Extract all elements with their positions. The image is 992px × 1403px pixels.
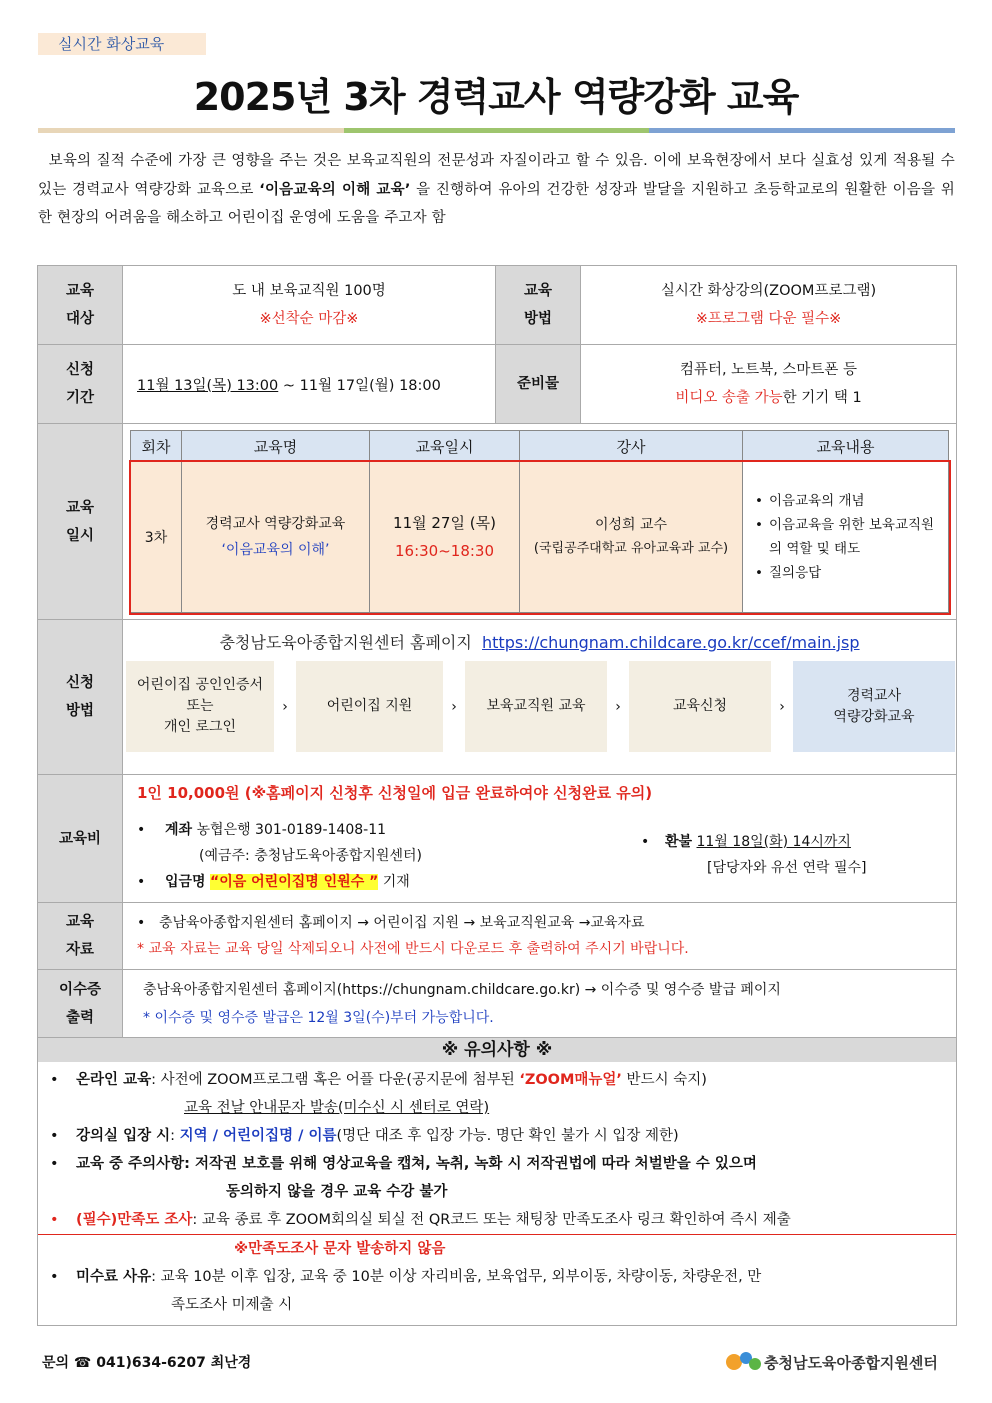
refund-label: 환불: [665, 834, 693, 850]
refund-note: [담당자와 유선 연락 필수]: [707, 860, 867, 876]
notice-survey-label: (필수)만족도 조사: [76, 1212, 193, 1228]
depositor-label: 입금명: [165, 874, 206, 890]
notice-online-line2: 교육 전날 안내문자 발송(미수신 시 센터로 연락): [184, 1100, 490, 1116]
notice-entry-rest: (명단 대조 후 입장 가능. 명단 확인 불가 시 입장 제한): [336, 1128, 679, 1144]
chevron-right-icon: ›: [451, 698, 457, 715]
content-item: • 질의응답: [769, 561, 947, 585]
account-label: 계좌: [165, 822, 193, 838]
step-daycare-support: 어린이집 지원: [296, 661, 443, 752]
notice-survey-text: : 교육 종료 후 ZOOM회의실 퇴실 전 QR코드 또는 채팅창 만족도조사 링크 확인하여 즉시 제출: [192, 1212, 791, 1228]
prep-requirement-rest: 한 기기 택 1: [782, 390, 862, 406]
intro-paragraph: [38, 147, 955, 233]
prep-devices: 컴퓨터, 노트북, 스마트폰 등: [679, 362, 858, 378]
notice-online-manual: ‘ZOOM매뉴얼’: [519, 1072, 622, 1088]
notice-fail-line2: 족도조사 미제출 시: [171, 1297, 293, 1313]
rule-segment: [649, 128, 955, 133]
apply-label: 신청 방법: [38, 620, 123, 775]
notice-list: • 온라인 교육: 사전에 ZOOM프로그램 혹은 어플 다운(공지문에 첨부된 ‘ZOOM매뉴얼’ 반드시 숙지) 교육 전날 안내문자 발송(미수신 시 센터로 연락) • 강의실 입장 시: 지역 / 어린이집명 / 이름(명단 대조 후 입장 가능. 명단 확인 불가 시 입장 제한) • 교육 중 주의사항: 저작권 보호를 위해 영상교육을 캡쳐, 녹취, 녹화 시 저작권법에 따라 처벌받을 수 있으며 동의하지 않을 경우 교육 수강 불가 • (필수)만족도 조사: 교육 종료 후 ZOOM회의실 퇴실 전 QR코드 또는 채팅창 만족도조사 링크 확인하여 즉시 제출 ※만족도조사 문자 발송하지 않음 • 미수료 사유: 교육 10분 이후 입장, 교육 중 10분 이상 자리비움, 보육업무, 외부이동, 차량이동, 차량운전, 만 족도조사 미제출 시: [38, 1062, 956, 1325]
title-rule: [38, 128, 955, 133]
notice-entry-label: 강의실 입장 시: [76, 1128, 171, 1144]
schedule-teacher-sub: (국립공주대학교 유아교육과 교수): [533, 541, 729, 556]
target-label: 교육 대상: [38, 266, 123, 345]
schedule-date: 11월 27일 (목): [393, 514, 496, 532]
contact-info: 문의 ☎ 041)634-6207 최난경: [42, 1355, 252, 1371]
notice-entry-format: 지역 / 어린이집명 / 이름: [179, 1128, 337, 1144]
fee-label: 교육비: [38, 775, 123, 903]
intro-highlight: ‘이음교육의 이해 교육’: [259, 181, 411, 198]
chevron-right-icon: ›: [282, 698, 288, 715]
notice-online-label: 온라인 교육: [76, 1072, 152, 1088]
chevron-right-icon: ›: [779, 698, 785, 715]
schedule-round: 3차: [131, 462, 182, 613]
schedule-name-sub: ‘이음교육의 이해’: [221, 542, 330, 558]
cert-path: 충남육아종합지원센터 홈페이지(https://chungnam.childcare.go.kr) → 이수증 및 영수증 발급 페이지: [143, 981, 781, 998]
target-value: 도 내 보육교직원 100명: [232, 283, 386, 299]
apply-steps: [126, 661, 955, 752]
apply-site: 충청남도육아종합지원센터 홈페이지: [219, 633, 472, 652]
info-table: 교육 대상 도 내 보육교직원 100명 ※선착순 마감※ 교육 방법 실시간 화상강의(ZOOM프로그램) ※프로그램 다운 필수※ 신청 기간 11월 13일(목) 13:00 ~ 11월 17일(월) 18:00 준비물 컴퓨터, 노트북, 스마트폰 등 비디오 송출 가능한 기기 택 1 교육 일시 회차 교육명 교육일시 강사 교육내용 3차 경력교사 역량강화교육 ‘이음교육의 이해’ 11월 27일 (목) 16:30~18:30 이성희 교수 (국립공주대학교 유아교육과 교수) • 이음교육의 개념 • 이음교육을 위한 보육교직원의 역할 및 태도 • 질의응답 신청 방법 충청남도육아종합지원센터 홈페이지 https://chungnam.childcare.go.kr/ccef/main.jsp 어린이집 공인인증서 또는 개인 로그인 › 어린이집 지원 › 보육교직원 교육 › 교육신청 › 경력교사 역량강화교육 교육비 1인 10,000원 (※홈페이지 신청후 신청일에 입금 완료하여야 신청완료 유의) • 계좌 농협은행 301-0189-1408-11 (예금주: 충청남도육아종합지원센터) • 입금명 “이음 어린이집명 인원수 ” 기재 • 환불 11월 18일(화) 14시까지 [담당자와 유선 연락 필수] 교육 자료 • 충남육아종합지원센터 홈페이지 → 어린이집 지원 → 보육교직원교육 →교육자료 * 교육 자료는 교육 당일 삭제되오니 사전에 반드시 다운로드 후 출력하여 주시기 바랍니다. 이수증 출력 충남육아종합지원센터 홈페이지(https://chungnam.childcare.go.kr) → 이수증 및 영수증 발급 페이지 * 이수증 및 영수증 발급은 12월 3일(수)부터 가능합니다. ※ 유의사항 ※ • 온라인 교육: 사전에 ZOOM프로그램 혹은 어플 다운(공지문에 첨부된 ‘ZOOM매뉴얼’ 반드시 숙지) 교육 전날 안내문자 발송(미수신 시 센터로 연락) • 강의실 입장 시: 지역 / 어린이집명 / 이름(명단 대조 후 입장 가능. 명단 확인 불가 시 입장 제한) • 교육 중 주의사항: 저작권 보호를 위해 영상교육을 캡쳐, 녹취, 녹화 시 저작권법에 따라 처벌받을 수 있으며 동의하지 않을 경우 교육 수강 불가 • (필수)만족도 조사: 교육 종료 후 ZOOM회의실 퇴실 전 QR코드 또는 채팅창 만족도조사 링크 확인하여 즉시 제출 ※만족도조사 문자 발송하지 않음 • 미수료 사유: 교육 10분 이후 입장, 교육 중 10분 이상 자리비움, 보육업무, 외부이동, 차량이동, 차량운전, 만 족도조사 미제출 시: [37, 265, 957, 1326]
schedule-contents: [751, 489, 947, 585]
schedule-header: 교육일시: [370, 431, 520, 462]
refund-value: 11월 18일(화) 14시까지: [696, 834, 851, 850]
page-title: 2025년 3차 경력교사 역량강화 교육: [193, 75, 799, 119]
content-item: • 이음교육을 위한 보육교직원의 역할 및 태도: [769, 513, 947, 561]
period-end: ~ 11월 17일(월) 18:00: [278, 377, 441, 394]
period-label: 신청 기간: [38, 345, 123, 424]
account-value: 농협은행 301-0189-1408-11: [196, 822, 387, 838]
notice-fail-text: : 교육 10분 이후 입장, 교육 중 10분 이상 자리비움, 보육업무, 외부이동, 차량이동, 차량운전, 만: [151, 1269, 762, 1285]
step-education-apply: 교육신청: [629, 661, 771, 752]
notice-title: ※ 유의사항 ※: [38, 1038, 956, 1062]
schedule-header: 회차: [131, 431, 182, 462]
notice-caution-label: 교육 중 주의사항: [76, 1156, 185, 1172]
step-course: 경력교사 역량강화교육: [793, 661, 955, 752]
period-start: 11월 13일(목) 13:00: [137, 377, 279, 394]
cert-label: 이수증 출력: [38, 970, 123, 1038]
schedule-teacher: 이성희 교수: [594, 517, 668, 533]
prep-label: 준비물: [496, 345, 581, 424]
method-label: 교육 방법: [496, 266, 581, 345]
org-logo-icon: [724, 1349, 764, 1375]
material-label: 교육 자료: [38, 903, 123, 970]
badge: 실시간 화상교육: [38, 33, 206, 55]
depositor-value: “이음 어린이집명 인원수 ”: [210, 874, 379, 890]
schedule-header: 교육내용: [743, 431, 949, 462]
schedule-time: 16:30~18:30: [394, 542, 495, 560]
notice-fail-label: 미수료 사유: [76, 1269, 152, 1285]
step-login: 어린이집 공인인증서 또는 개인 로그인: [126, 661, 274, 752]
schedule-table: [130, 430, 949, 613]
intro-text: 을 진행하여 유아의 건강한 성장과 발달을 지원하고 초등학교로의 원활한 이음을 위한 현장의 어려움을 해소하고 어린이집 운영에 도움을 주고자 함: [38, 181, 956, 226]
notice-online-text: : 사전에 ZOOM프로그램 혹은 어플 다운(공지문에 첨부된: [151, 1072, 520, 1088]
notice-caution-text: : 저작권 보호를 위해 영상교육을 캡쳐, 녹취, 녹화 시 저작권법에 따라 처벌받을 수 있으며: [184, 1156, 757, 1172]
rule-segment: [38, 128, 344, 133]
schedule-name: 경력교사 역량강화교육: [205, 516, 346, 532]
content-item: • 이음교육의 개념: [769, 489, 947, 513]
notice-survey-note: ※만족도조사 문자 발송하지 않음: [234, 1241, 446, 1257]
org-logo: [724, 1349, 938, 1375]
depositor-suffix: 기재: [378, 874, 410, 890]
intro-text: 보육의 질적 수준에 가장 큰 영향을 주는 것은 보육교직원의 전문성과 자질이라고 할 수 있음. 이에 보육현장에서 보다 실효성 있게 적용될 수 있는 경력교사 역량강화 교육으로: [38, 153, 955, 198]
prep-requirement: 비디오 송출 가능: [675, 390, 783, 406]
notice-online-text2: 반드시 숙지): [621, 1072, 707, 1088]
chevron-right-icon: ›: [615, 698, 621, 715]
cert-note: * 이수증 및 영수증 발급은 12월 3일(수)부터 가능합니다.: [143, 1009, 494, 1026]
material-path: 충남육아종합지원센터 홈페이지 → 어린이집 지원 → 보육교직원교육 →교육자료: [159, 915, 645, 931]
method-value: 실시간 화상강의(ZOOM프로그램): [660, 283, 877, 299]
apply-link[interactable]: https://chungnam.childcare.go.kr/ccef/main.jsp: [482, 633, 860, 652]
schedule-header: 강사: [520, 431, 743, 462]
schedule-label: 교육 일시: [38, 424, 123, 620]
target-note: ※선착순 마감※: [259, 311, 359, 327]
schedule-header: 교육명: [182, 431, 370, 462]
notice-caution-line2: 동의하지 않을 경우 교육 수강 불가: [226, 1184, 448, 1200]
fee-main: 1인 10,000원 (※홈페이지 신청후 신청일에 입금 완료하여야 신청완료 유의): [137, 784, 653, 802]
account-holder: (예금주: 충청남도육아종합지원센터): [199, 848, 422, 864]
method-note: ※프로그램 다운 필수※: [695, 311, 842, 327]
rule-segment: [344, 128, 650, 133]
step-staff-education: 보육교직원 교육: [465, 661, 607, 752]
material-note: * 교육 자료는 교육 당일 삭제되오니 사전에 반드시 다운로드 후 출력하여 주시기 바랍니다.: [137, 941, 689, 957]
org-name: 충청남도육아종합지원센터: [764, 1353, 938, 1372]
